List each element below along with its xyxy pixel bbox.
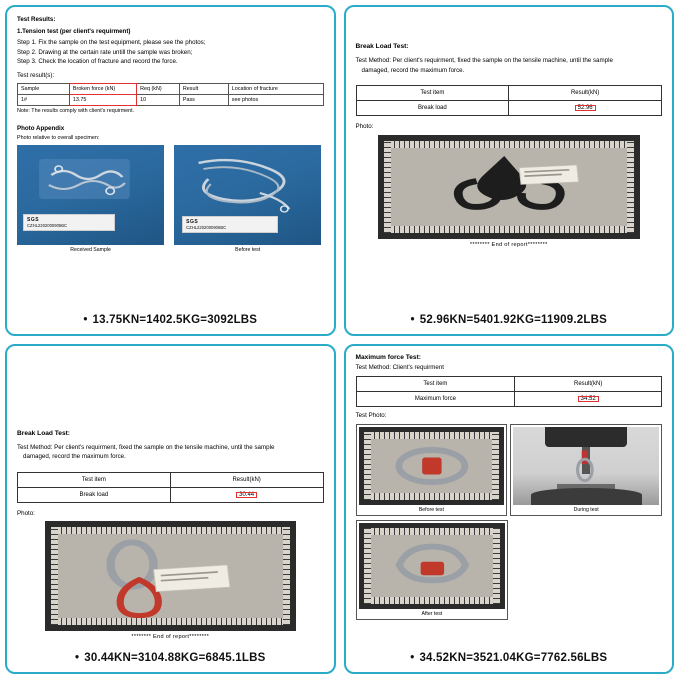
cell-location: see photos [228,94,323,105]
cell-result-value: 34.52 [578,396,599,402]
photo-caption-received: Received Sample [70,247,111,254]
caption-text: 52.96KN=5401.92KG=11909.2LBS [419,313,607,326]
photo-label: Photo: [17,509,35,517]
tag-brand: SGS [186,219,199,226]
ruler-bottom [364,597,501,604]
ruler-bottom [364,493,500,500]
end-of-report-note: ******** End of report******** [131,634,210,641]
document-page-maximum-force [346,346,673,649]
panel-break-load-30 [5,344,336,675]
photo-before-test [359,427,505,505]
tension-test-subheading: 1.Tension test (per client's requirment) [17,27,131,35]
cell-result-value-wrap [170,487,323,502]
panel-tension-test [5,5,336,336]
cell-test-item: Break load [18,487,171,502]
table-row [356,392,662,407]
photo-caption-after-test: After test [421,610,443,617]
ruler-left [384,141,391,233]
break-load-method: Test Method: Per client's requirment, fixed the sample on the tensile machine, until the sample [355,57,613,64]
specimen-photo-cell-before [174,145,321,253]
photo-appendix-title: Photo Appendix [17,124,65,132]
ruler-left [51,527,58,625]
ruler-top [364,432,500,439]
photo-appendix-subtitle: Photo relative to overall specimen: [17,135,100,142]
photo-broken-carabiner [45,521,296,631]
panel-caption-tension [7,310,334,334]
col-test-item: Test item [18,472,171,487]
maximum-force-result-table [356,376,663,407]
break-load-method-cont: damaged, record the maximum force. [23,453,126,461]
table-header-row [18,83,324,94]
table-header-row [356,86,662,101]
document-page-break-52 [346,7,673,310]
cell-req: 10 [137,94,180,105]
test-results-label: Test result(s): [17,72,55,80]
col-result-kn: Result(kN) [170,472,323,487]
photo-label: Photo: [355,123,374,131]
break-load-result-table [17,472,324,503]
cell-result-value: 30.44 [236,492,257,498]
oval-link-svg [364,432,500,500]
ruler-right [493,528,500,604]
carabiner-illustration-svg [51,527,290,625]
test-results-heading: Test Results: [17,16,56,23]
caption-text: 13.75KN=1402.5KG=3092LBS [92,313,258,326]
ruler-right [627,141,634,233]
cell-result-value: 52.96 [575,105,596,111]
photo-cell-before-test [356,424,508,516]
step-3: Step 3. Check the location of fracture and record the force. [17,58,178,66]
break-load-heading: Break Load Test: [355,43,409,50]
cell-result: Pass [179,94,228,105]
tag-code: CZHL2202000905BC [27,223,68,229]
table-header-row [18,472,324,487]
panel-maximum-force [344,344,675,675]
photo-caption-before: Before test [235,247,261,254]
document-page-tension [7,7,334,310]
panel-caption-break-52 [346,310,673,334]
cell-test-item: Maximum force [356,392,515,407]
break-load-heading: Break Load Test: [17,429,71,437]
photo-caption-during-test: During test [573,506,599,513]
step-2: Step 2. Drawing at the certain rate untill the sample was broken; [17,48,193,56]
photo-during-test [513,427,659,505]
table-row [18,487,324,502]
photo-received-sample [17,145,164,245]
col-test-item: Test item [356,86,509,101]
bullet-icon: • [410,652,415,664]
col-result: Result [179,83,228,94]
results-note: Note: The results comply with client's requirment. [17,107,135,114]
table-header-row [356,377,662,392]
ruler-top [384,141,635,148]
photo-cell-after-test [356,520,509,620]
caption-text: 30.44KN=3104.88KG=6845.1LBS [84,652,266,664]
tag-code: CZHL2202000906BC [186,225,227,231]
photo-after-test [359,523,506,609]
ruler-top [364,528,501,535]
cell-result-value-wrap [509,101,662,116]
table-row [356,101,662,116]
maximum-force-heading: Maximum force Test: [355,353,421,361]
table-row [18,94,324,105]
col-sample: Sample [18,83,70,94]
photo-cell-during-test [510,424,662,516]
photo-caption-before-test: Before test [418,506,444,513]
specimen-photo-row [17,145,324,253]
test-photo-label: Test Photo: [355,412,387,420]
cell-sample: 1# [18,94,70,105]
specimen-in-machine-svg [513,427,659,505]
ruler-left [364,432,371,500]
sample-tag-received [23,214,115,231]
panel-break-load-52 [344,5,675,336]
specimen-photo-cell-received [17,145,164,253]
col-result-kn: Result(kN) [509,86,662,101]
col-result-kn: Result(kN) [515,377,662,392]
deformed-link-svg [364,528,501,604]
end-of-report-note: ******** End of report******** [469,241,548,248]
test-photo-grid-bottom [356,520,663,620]
caption-text: 34.52KN=3521.04KG=7762.56LBS [419,652,608,664]
bullet-icon: • [83,313,88,326]
cell-test-item: Break load [356,101,509,116]
test-photo-grid-top [356,424,663,516]
tension-results-table [17,83,324,106]
bullet-icon: • [75,652,80,664]
ruler-bottom [384,226,635,233]
cell-result-value-wrap [515,392,662,407]
step-1: Step 1. Fix the sample on the test equipment, please see the photos; [17,39,206,47]
hook-illustration-svg [384,141,635,233]
photo-before-test [174,145,321,245]
ruler-right [492,432,499,500]
col-broken-force: Broken force (kN) [69,83,136,94]
photo-cell-empty [511,520,662,620]
document-page-break-30 [7,346,334,649]
break-load-method-cont: damaged, record the maximum force. [361,66,465,74]
ruler-bottom [51,618,290,625]
break-load-method: Test Method: Per client's requirment, fixed the sample on the tensile machine, until the sample [17,443,275,451]
photo-broken-hook [378,135,641,239]
maximum-force-method: Test Method: Client's requirment [355,363,445,371]
break-load-result-table [356,85,663,116]
col-req: Req (kN) [137,83,180,94]
ruler-top [51,527,290,534]
col-location: Location of fracture [228,83,323,94]
bullet-icon: • [410,313,415,326]
ruler-left [364,528,371,604]
sample-tag-before [182,216,278,233]
tag-brand: SGS [27,217,40,224]
col-test-item: Test item [356,377,515,392]
panel-caption-break-30 [7,648,334,672]
cell-broken-force: 13.75 [69,94,136,105]
ruler-right [283,527,290,625]
panel-caption-maximum-force [346,648,673,672]
